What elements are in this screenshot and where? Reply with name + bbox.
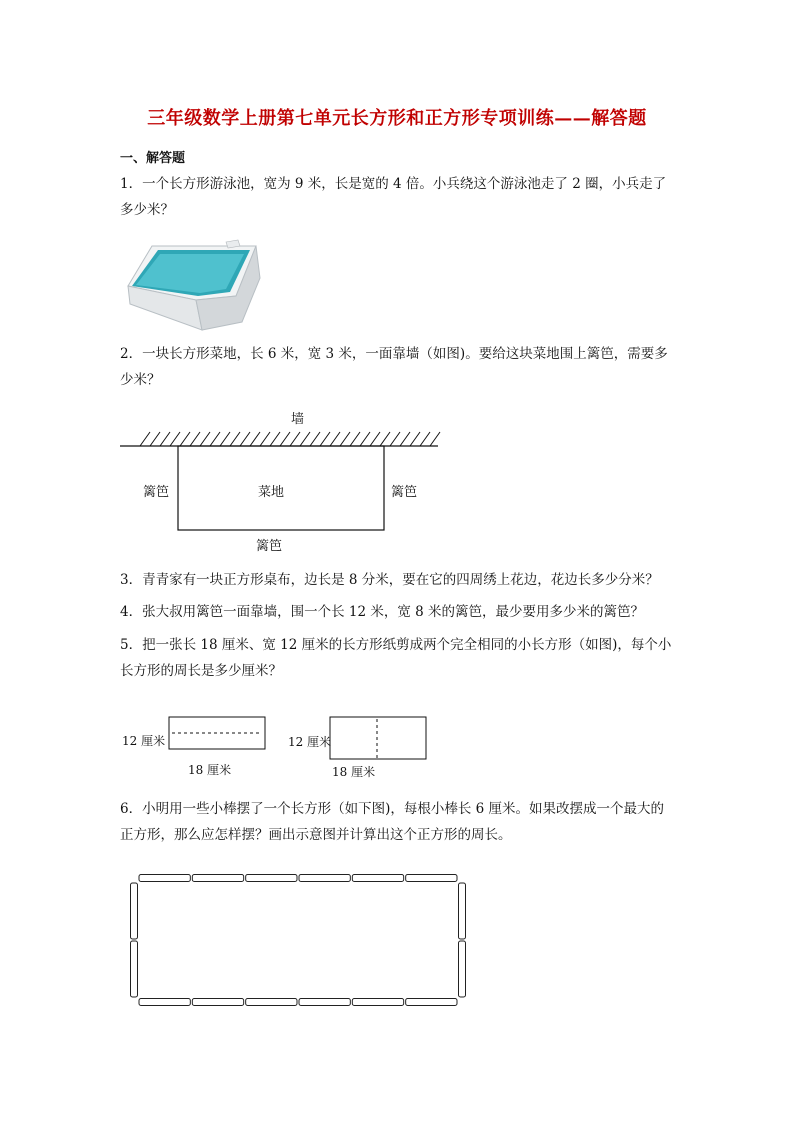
hatch-line [250, 432, 260, 446]
stick [459, 941, 466, 997]
paper-cut-horizontal [168, 716, 268, 752]
page-title: 三年级数学上册第七单元长方形和正方形专项训练——解答题 [147, 108, 647, 129]
hatch-line [230, 432, 240, 446]
stick [299, 999, 350, 1006]
hatch-line [270, 432, 280, 446]
hatch-line [220, 432, 230, 446]
hatch-line [320, 432, 330, 446]
question-2: 2．一块长方形菜地，长 6 米，宽 3 米，一面靠墙（如图)。要给这块菜地围上篱笆，需要多少米？ [120, 346, 668, 388]
stick [459, 883, 466, 939]
paper-cut-vertical [329, 716, 429, 760]
left-width-label: 12 厘米 [122, 734, 166, 748]
stick [246, 875, 297, 882]
left-length-label: 18 厘米 [188, 763, 232, 777]
hatch-line [370, 432, 380, 446]
stick [352, 999, 403, 1006]
question-4: 4．张大叔用篱笆一面靠墙，围一个长 12 米，宽 8 米的篱笆，最少要用多少米的篱笆？ [120, 604, 645, 620]
hatch-line [170, 432, 180, 446]
fence-left-label: 篱笆 [143, 485, 170, 500]
hatch-line [340, 432, 350, 446]
hatch-line [310, 432, 320, 446]
vegetable-field-diagram [118, 420, 442, 536]
hatch-line [350, 432, 360, 446]
hatch-line [280, 432, 290, 446]
question-1: 1．一个长方形游泳池，宽为 9 米，长是宽的 4 倍。小兵绕这个游泳池走了 2 圈，小兵走了多少米？ [120, 176, 667, 218]
right-width-label: 12 厘米 [288, 735, 332, 749]
hatch-line [420, 432, 430, 446]
stick [299, 875, 350, 882]
stick [406, 875, 457, 882]
question-3: 3．青青家有一块正方形桌布，边长是 8 分米，要在它的四周绣上花边，花边长多少分米？ [120, 572, 659, 588]
hatch-line [260, 432, 270, 446]
stick [352, 875, 403, 882]
hatch-line [150, 432, 160, 446]
swimming-pool-image [122, 238, 262, 334]
sticks-rectangle-diagram [128, 872, 468, 1008]
hatch-line [330, 432, 340, 446]
hatch-line [210, 432, 220, 446]
wall-hatching [140, 432, 440, 446]
hatch-line [300, 432, 310, 446]
stick [406, 999, 457, 1006]
stick [131, 883, 138, 939]
hatch-line [160, 432, 170, 446]
hatch-line [240, 432, 250, 446]
stick [192, 875, 243, 882]
stick [131, 941, 138, 997]
fence-right-label: 篱笆 [391, 485, 418, 500]
right-length-label: 18 厘米 [332, 765, 376, 779]
stick [192, 999, 243, 1006]
hatch-line [410, 432, 420, 446]
hatch-line [180, 432, 190, 446]
hatch-line [360, 432, 370, 446]
stick [139, 999, 190, 1006]
hatch-line [190, 432, 200, 446]
question-5: 5．把一张长 18 厘米、宽 12 厘米的长方形纸剪成两个完全相同的小长方形（如图)，每个小长方形的周长是多少厘米？ [120, 637, 672, 679]
question-6: 6．小明用一些小棒摆了一个长方形（如下图)，每根小棒长 6 厘米。如果改摆成一个最大的正方形，那么应怎样摆？画出示意图并计算出这个正方形的周长。 [120, 801, 665, 843]
hatch-line [430, 432, 440, 446]
hatch-line [390, 432, 400, 446]
fence-bottom-label: 篱笆 [256, 539, 283, 554]
hatch-line [200, 432, 210, 446]
hatch-line [140, 432, 150, 446]
section-heading: 一、解答题 [120, 151, 186, 166]
stick [246, 999, 297, 1006]
hatch-line [400, 432, 410, 446]
hatch-line [380, 432, 390, 446]
stick [139, 875, 190, 882]
field-label: 菜地 [258, 485, 285, 500]
wall-label: 墙 [291, 412, 305, 427]
hatch-line [290, 432, 300, 446]
